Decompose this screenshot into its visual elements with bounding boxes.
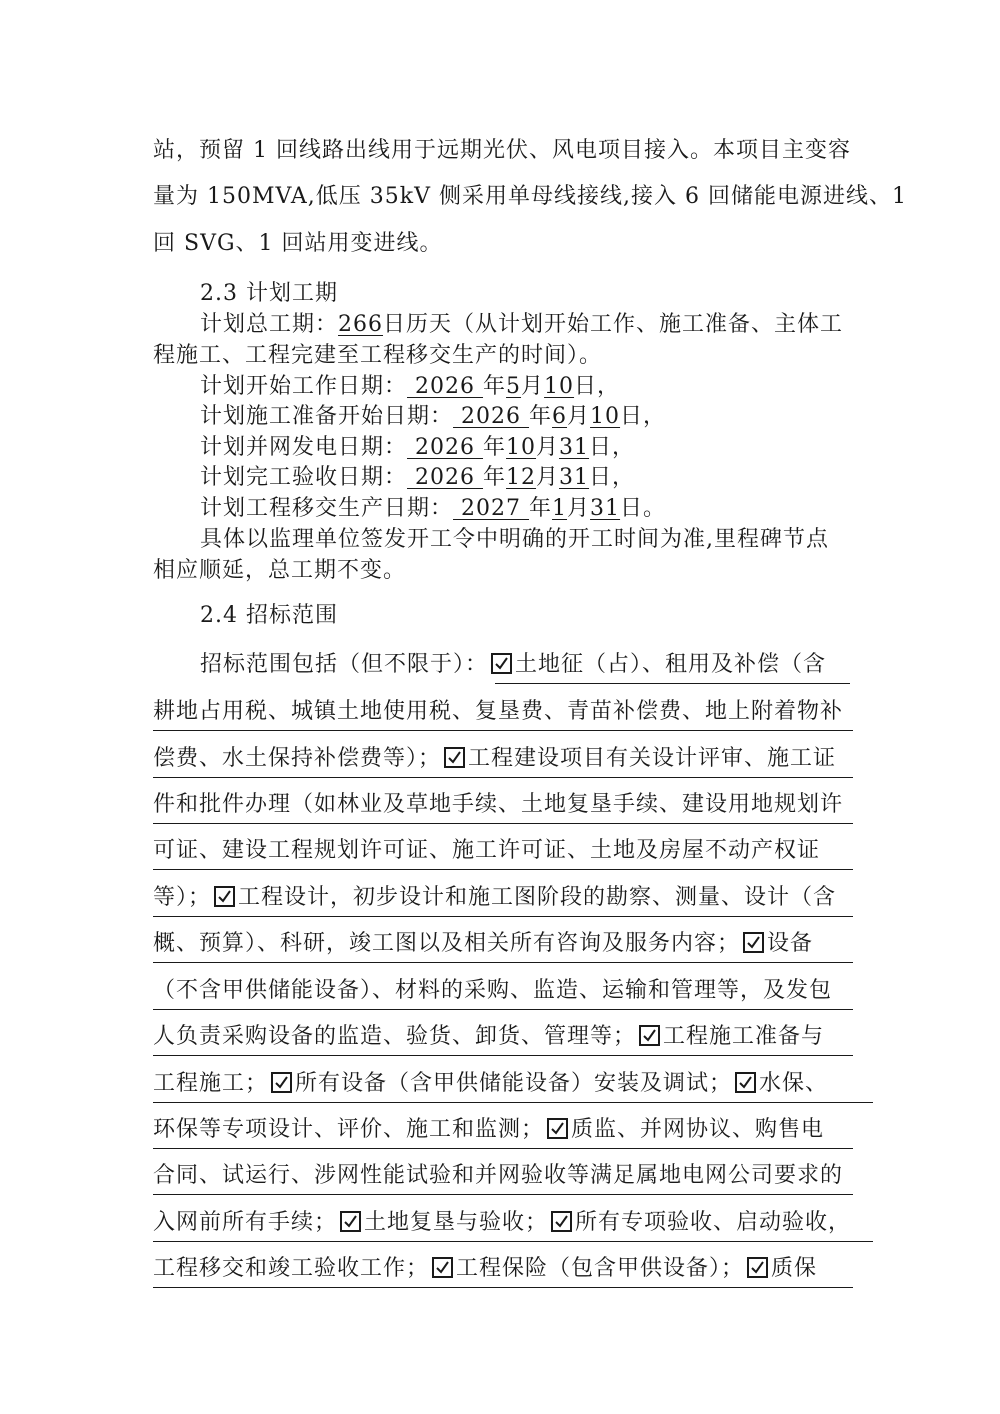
underline-rule: [153, 823, 853, 824]
scope-item-text: 工程建设项目有关设计评审、施工证: [468, 746, 837, 771]
scope-line: [153, 929, 813, 959]
underline-rule: [153, 1102, 873, 1103]
scope-line: [153, 1022, 824, 1052]
scope-item-text: 人负责采购设备的监造、验货、卸货、管理等；: [153, 1024, 637, 1049]
checkbox-checked-icon[interactable]: [551, 1211, 572, 1232]
scope-line: [200, 650, 826, 680]
scope-item-text: 工程保险（包含甲供设备）；: [456, 1256, 745, 1281]
scope-line: [153, 1254, 817, 1284]
underline-rule: [153, 869, 853, 870]
date-day: 31: [590, 496, 621, 521]
date-day: 31: [559, 435, 590, 460]
scope-item-text: 概、预算）、科研，竣工图以及相关所有咨询及服务内容；: [153, 931, 741, 956]
date-year: 2026: [461, 404, 522, 429]
checkbox-checked-icon[interactable]: [432, 1257, 453, 1278]
scope-item-text: 工程施工；: [153, 1071, 269, 1096]
checkbox-checked-icon[interactable]: [491, 653, 512, 674]
scope-item-text: 合同、试运行、涉网性能试验和并网验收等满足属地电网公司要求的: [153, 1163, 844, 1188]
scope-item-text: 工程施工准备与: [663, 1024, 825, 1049]
checkbox-checked-icon[interactable]: [444, 747, 465, 768]
scope-item-text: 环保等专项设计、评价、施工和监测；: [153, 1117, 545, 1142]
date-row: 计划并网发电日期： 2026 年10月31日，: [200, 435, 636, 460]
underline-rule: [153, 1287, 853, 1288]
intro-line-2: 量为 150MVA,低压 35kV 侧采用单母线接线,接入 6 回储能电源进线、1: [153, 184, 907, 209]
scope-line: [153, 976, 832, 1006]
date-year: 2026: [415, 374, 476, 399]
date-day: 31: [559, 465, 590, 490]
underline-rule: [153, 1148, 853, 1149]
scope-item-text: （不含甲供储能设备）、材料的采购、监造、运输和管理等，及发包: [153, 978, 833, 1003]
schedule-note-line-1: 具体以监理单位签发开工令中明确的开工时间为准,里程碑节点: [200, 527, 829, 552]
intro-line-1: 站，预留 1 回线路出线用于远期光伏、风电项目接入。本项目主变容: [153, 138, 851, 163]
scope-item-text: 件和批件办理（如林业及草地手续、土地复垦手续、建设用地规划许: [153, 792, 844, 817]
scope-item-text: 设备: [767, 931, 814, 956]
scope-line: [153, 790, 843, 820]
date-row: 计划开始工作日期： 2026 年5月10日，: [200, 374, 621, 399]
scope-line: [153, 883, 836, 913]
scope-item-text: 水保、: [759, 1071, 829, 1096]
schedule-note-line-2: 相应顺延，总工期不变。: [153, 558, 407, 583]
scope-lead: 招标范围包括（但不限于）：: [200, 652, 489, 677]
scope-item-text: 所有专项验收、启动验收，: [575, 1210, 852, 1235]
section-heading-scope: 2.4 招标范围: [200, 603, 338, 628]
scope-line: [153, 697, 843, 727]
scope-line: [153, 836, 820, 866]
checkbox-checked-icon[interactable]: [547, 1118, 568, 1139]
scope-item-text: 所有设备（含甲供储能设备）安装及调试；: [295, 1071, 733, 1096]
scope-line: [153, 1161, 843, 1191]
scope-item-text: 工程设计，初步设计和施工图阶段的勘察、测量、设计（含: [238, 885, 837, 910]
underline-rule: [153, 1194, 853, 1195]
scope-line: [153, 1069, 828, 1099]
underline-rule: [153, 1055, 853, 1056]
total-duration-line: [200, 310, 843, 340]
scope-line: [153, 1115, 824, 1145]
date-label: 计划并网发电日期：: [200, 435, 408, 460]
date-label: 计划开始工作日期：: [200, 374, 408, 399]
total-duration-label: 计划总工期：: [200, 312, 339, 337]
date-row: 计划完工验收日期： 2026 年12月31日，: [200, 465, 636, 490]
scope-item-text: 质保: [771, 1256, 818, 1281]
date-month: 6: [552, 404, 568, 429]
date-month: 1: [552, 496, 568, 521]
scope-item-text: 可证、建设工程规划许可证、施工许可证、土地及房屋不动产权证: [153, 838, 821, 863]
scope-item-text: 入网前所有手续；: [153, 1210, 338, 1235]
date-year: 2026: [415, 465, 476, 490]
scope-item-text: 土地复垦与验收；: [364, 1210, 549, 1235]
checkbox-checked-icon[interactable]: [735, 1072, 756, 1093]
date-label: 计划完工验收日期：: [200, 465, 408, 490]
date-year: 2026: [415, 435, 476, 460]
scope-item-text: 偿费、水土保持补偿费等）；: [153, 746, 442, 771]
date-month: 10: [506, 435, 537, 460]
scope-item-text: 等）；: [153, 885, 212, 910]
date-month: 5: [506, 374, 522, 399]
checkbox-checked-icon[interactable]: [743, 932, 764, 953]
scope-item-text: 质监、并网协议、购售电: [571, 1117, 825, 1142]
underline-rule: [153, 777, 853, 778]
date-label: 计划施工准备开始日期：: [200, 404, 454, 429]
underline-rule: [153, 1009, 853, 1010]
date-month: 12: [506, 465, 537, 490]
scope-item-text: 工程移交和竣工验收工作；: [153, 1256, 430, 1281]
underline-rule: [153, 730, 853, 731]
underline-rule: [153, 916, 853, 917]
date-year: 2027: [461, 496, 522, 521]
date-day: 10: [590, 404, 621, 429]
underline-rule: [153, 962, 853, 963]
underline-rule: [495, 683, 850, 684]
scope-line: [153, 1208, 851, 1238]
date-row: 计划工程移交生产日期： 2027 年1月31日。: [200, 496, 667, 521]
total-duration-days: 266: [338, 312, 384, 337]
checkbox-checked-icon[interactable]: [214, 886, 235, 907]
scope-item-text: 土地征（占）、租用及补偿（含: [515, 652, 827, 677]
scope-item-text: 耕地占用税、城镇土地使用税、复垦费、青苗补偿费、地上附着物补: [153, 699, 844, 724]
underline-rule: [153, 1241, 873, 1242]
total-duration-line-2: 程施工、工程完建至工程移交生产的时间）。: [153, 343, 603, 368]
checkbox-checked-icon[interactable]: [639, 1025, 660, 1046]
scope-line: [153, 744, 836, 774]
checkbox-checked-icon[interactable]: [747, 1257, 768, 1278]
date-row: 计划施工准备开始日期： 2026 年6月10日，: [200, 404, 667, 429]
intro-line-3: 回 SVG、1 回站用变进线。: [153, 231, 443, 256]
checkbox-checked-icon[interactable]: [340, 1211, 361, 1232]
date-day: 10: [544, 374, 575, 399]
total-duration-suffix: 日历天（从计划开始工作、施工准备、主体工: [383, 312, 844, 337]
checkbox-checked-icon[interactable]: [271, 1072, 292, 1093]
section-heading-schedule: 2.3 计划工期: [200, 281, 338, 306]
date-label: 计划工程移交生产日期：: [200, 496, 454, 521]
